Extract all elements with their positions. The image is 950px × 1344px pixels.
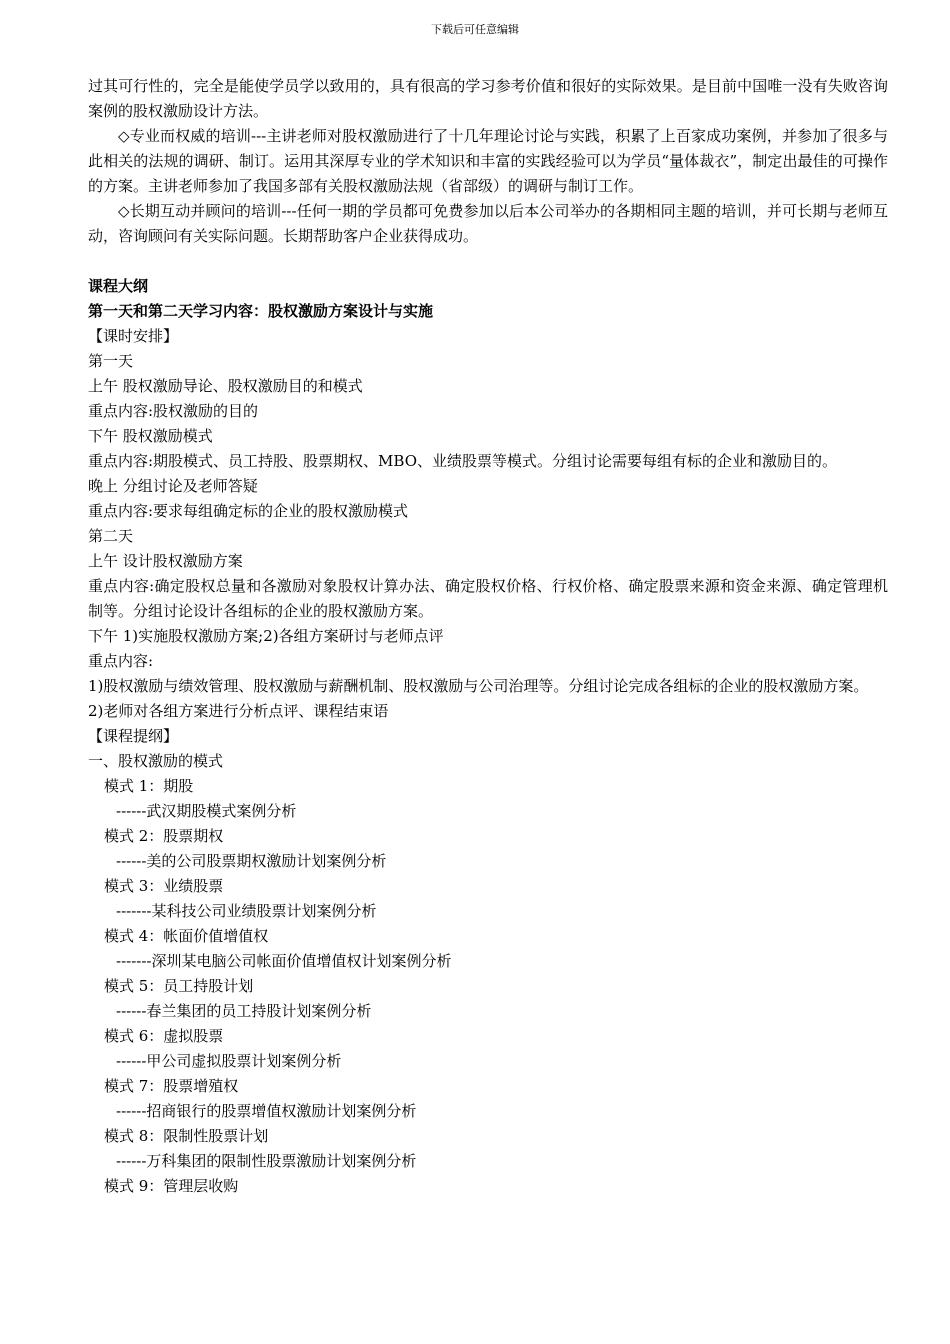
outline-subtitle: 第一天和第二天学习内容：股权激励方案设计与实施	[88, 302, 434, 320]
day1-afternoon-focus: 重点内容:期股模式、员工持股、股票期权、MBO、业绩股票等模式。分组讨论需要每组有标的企业和激励目的。	[88, 452, 838, 470]
mode-1-title: 模式 1：期股	[104, 777, 194, 795]
mode-9-title: 模式 9：管理层收购	[104, 1177, 239, 1195]
document-body	[88, 74, 888, 1199]
outline-title: 课程大纲	[88, 277, 149, 295]
day1-label: 第一天	[88, 352, 134, 370]
intro-paragraph-1: 过其可行性的，完全是能使学员学以致用的，具有很高的学习参考价值和很好的实际效果。是目前中国唯一没有失败咨询案例的股权激励设计方法。	[88, 77, 888, 120]
mode-7-case: ------招商银行的股票增值权激励计划案例分析	[116, 1102, 417, 1120]
day2-afternoon-item-2: 2)老师对各组方案进行分析点评、课程结束语	[88, 702, 389, 720]
mode-4-case: -------深圳某电脑公司帐面价值增值权计划案例分析	[116, 952, 452, 970]
mode-3-title: 模式 3：业绩股票	[104, 877, 224, 895]
mode-2-case: ------美的公司股票期权激励计划案例分析	[116, 852, 387, 870]
day1-evening-focus: 重点内容:要求每组确定标的企业的股权激励模式	[88, 502, 409, 520]
day2-afternoon-item-1: 1)股权激励与绩效管理、股权激励与薪酬机制、股权激励与公司治理等。分组讨论完成各组标的企业的股权激励方案。	[88, 677, 869, 695]
mode-6-case: ------甲公司虚拟股票计划案例分析	[116, 1052, 342, 1070]
mode-1-case: ------武汉期股模式案例分析	[116, 802, 297, 820]
mode-3-case: -------某科技公司业绩股票计划案例分析	[116, 902, 377, 920]
mode-5-title: 模式 5：员工持股计划	[104, 977, 254, 995]
section-1-title: 一、股权激励的模式	[88, 752, 224, 770]
mode-6-title: 模式 6：虚拟股票	[104, 1027, 224, 1045]
mode-7-title: 模式 7：股票增殖权	[104, 1077, 239, 1095]
day2-afternoon-focus: 重点内容:	[88, 652, 154, 670]
day1-morning: 上午 股权激励导论、股权激励目的和模式	[88, 377, 363, 395]
mode-2-title: 模式 2：股票期权	[104, 827, 224, 845]
mode-4-title: 模式 4：帐面价值增值权	[104, 927, 269, 945]
mode-5-case: ------春兰集团的员工持股计划案例分析	[116, 1002, 372, 1020]
mode-list	[88, 774, 888, 1199]
intro-paragraph-3: ◇长期互动并顾问的培训---任何一期的学员都可免费参加以后本公司举办的各期相同主题的培训，并可长期与老师互动，咨询顾问有关实际问题。长期帮助客户企业获得成功。	[88, 202, 888, 245]
day2-label: 第二天	[88, 527, 134, 545]
syllabus-heading: 【课程提纲】	[88, 727, 179, 745]
intro-paragraph-2: ◇专业而权威的培训---主讲老师对股权激励进行了十几年理论讨论与实践，积累了上百家成功案例，并参加了很多与此相关的法规的调研、制订。运用其深厚专业的学术知识和丰富的实践经验可以为学员“量体裁衣”，制定出最佳的可操作的方案。主讲老师参加了我国多部有关股权激励法规（省部级）的调研与制订工作。	[88, 127, 888, 195]
day1-evening: 晚上 分组讨论及老师答疑	[88, 477, 258, 495]
day2-morning: 上午 设计股权激励方案	[88, 552, 243, 570]
mode-8-case: ------万科集团的限制性股票激励计划案例分析	[116, 1152, 417, 1170]
day2-morning-focus: 重点内容:确定股权总量和各激励对象股权计算办法、确定股权价格、行权价格、确定股票来源和资金来源、确定管理机制等。分组讨论设计各组标的企业的股权激励方案。	[88, 577, 888, 620]
schedule-heading: 【课时安排】	[88, 327, 179, 345]
day1-morning-focus: 重点内容:股权激励的目的	[88, 402, 259, 420]
day1-afternoon: 下午 股权激励模式	[88, 427, 213, 445]
mode-8-title: 模式 8：限制性股票计划	[104, 1127, 269, 1145]
section-spacer	[88, 249, 888, 274]
page-header: 下载后可任意编辑	[431, 23, 519, 36]
day2-afternoon: 下午 1)实施股权激励方案;2)各组方案研讨与老师点评	[88, 627, 444, 645]
